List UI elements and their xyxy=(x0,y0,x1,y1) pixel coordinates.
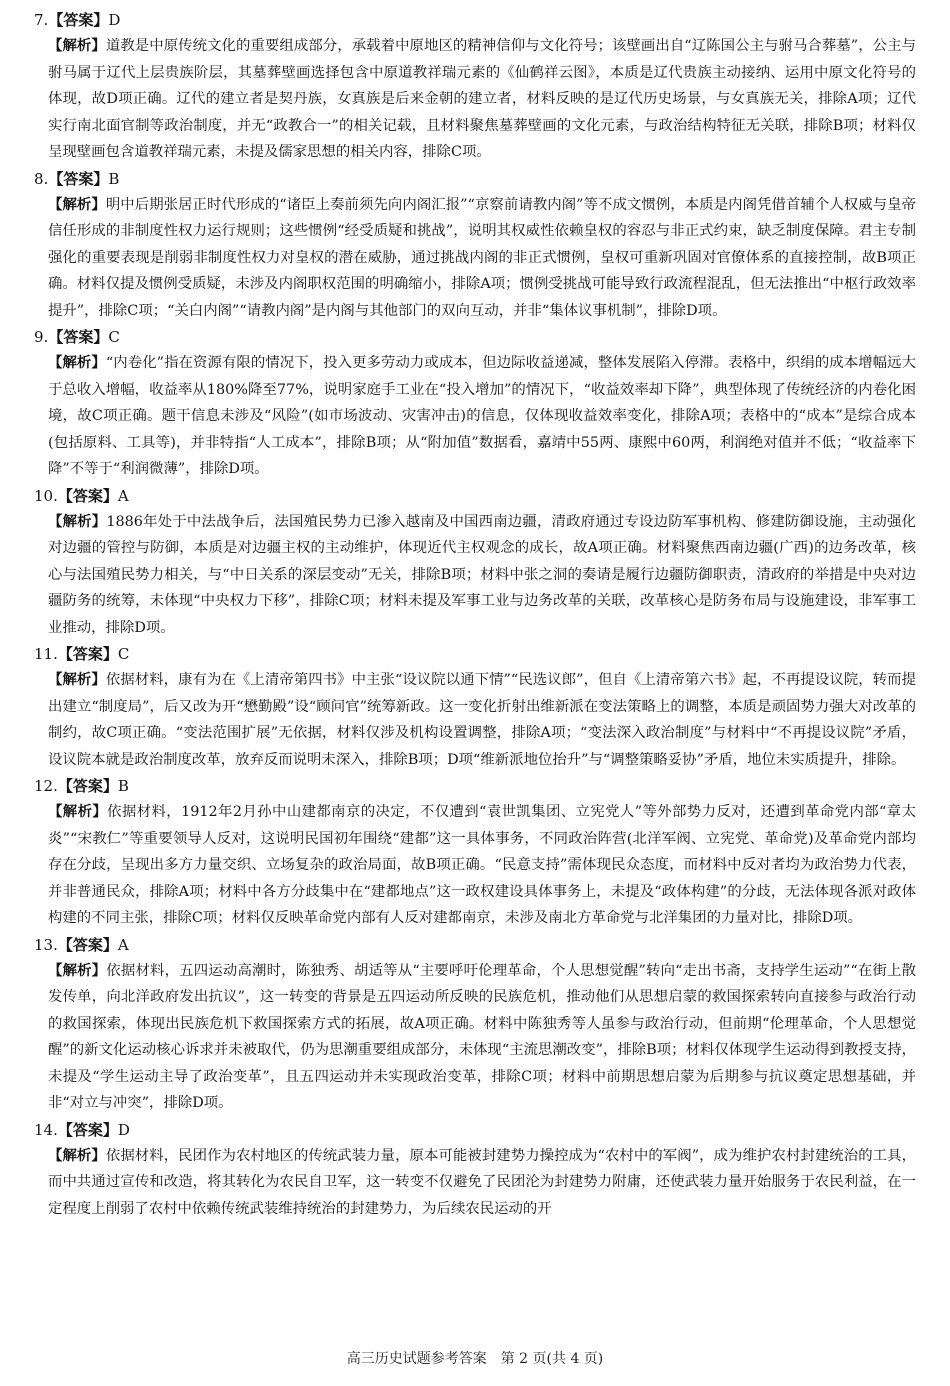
answer-key-content xyxy=(34,7,916,1222)
question-number: 8. xyxy=(34,169,49,188)
answer-line xyxy=(34,932,916,958)
analysis-tag: 【解析】 xyxy=(48,804,108,820)
answer-value: B xyxy=(108,169,120,188)
analysis-paragraph xyxy=(48,33,916,166)
question-10 xyxy=(34,483,916,642)
question-number: 7. xyxy=(34,11,49,29)
answer-value: D xyxy=(117,1120,130,1139)
analysis-paragraph xyxy=(48,350,916,483)
question-14 xyxy=(34,1117,916,1223)
question-number: 13. xyxy=(34,935,58,954)
analysis-tag: 【解析】 xyxy=(48,962,107,979)
question-number: 14. xyxy=(34,1120,58,1139)
analysis-text: 明中后期张居正时代形成的“诸臣上奏前须先向内阁汇报”“京察前请教内阁”等不成文惯例，本质是内阁凭借首辅个人权威与皇帝信任形成的非制度性权力运行规则；这些惯例“经受质疑和挑战”，说明其权威性依赖皇权的容忍与非正式约束，缺乏制度保障。君主专制强化的重要表现是削弱非制度性权力对皇权的潜在威胁，通过挑战内阁的非正式惯例，皇权可重新巩固对官僚体系的直接控制，故B项正确。材料仅提及惯例受质疑，未涉及内阁职权范围的明确缩小，排除A项；惯例受挑战可能导致行政流程混乱，但无法推出“中枢行政效率提升”，排除C项；“关白内阁”“请教内阁”是内阁与其他部门的双向互动，并非“集体议事机制”，排除D项。 xyxy=(48,196,916,319)
analysis-paragraph xyxy=(48,799,916,932)
question-9 xyxy=(34,324,916,483)
answer-line xyxy=(34,324,916,350)
analysis-text: 道教是中原传统文化的重要组成部分，承载着中原地区的精神信仰与文化符号；该壁画出自“辽陈国公主与驸马合葬墓”，公主与驸马属于辽代上层贵族阶层，其墓葬壁画选择包含中原道教祥瑞元素的《仙鹤祥云图》，本质是辽代贵族主动接纳、运用中原文化符号的体现，故D项正确。辽代的建立者是契丹族，女真族是后来金朝的建立者，材料反映的是辽代历史场景，与女真族无关，排除A项；辽代实行南北面官制等政治制度，并无“政教合一”的相关记载，且材料聚焦墓葬壁画的文化元素，与政治结构特征无关联，排除B项；材料仅呈现壁画包含道教祥瑞元素，未提及儒家思想的相关内容，排除C项。 xyxy=(48,38,916,160)
answer-tag: 【答案】 xyxy=(57,486,118,505)
question-number: 12. xyxy=(34,777,58,795)
answer-tag: 【答案】 xyxy=(57,935,118,954)
answer-value: B xyxy=(117,777,129,795)
question-13 xyxy=(34,932,916,1117)
question-11 xyxy=(34,641,916,773)
analysis-tag: 【解析】 xyxy=(48,672,106,688)
answer-line xyxy=(34,641,916,667)
analysis-text: 依据材料，康有为在《上清帝第四书》中主张“设议院以通下情”“民选议郎”，但自《上清帝第六书》起，不再提设议院，转而提出建立“制度局”，后又改为开“懋勤殿”设“顾问官”统筹新政。这一变化折射出维新派在变法策略上的调整，本质是顽固势力强大对改革的制约，故C项正确。“变法范围扩展”无依据，材料仅涉及机构设置调整，排除A项；“变法深入政治制度”与材料中“不再提设议院”矛盾，设议院本就是政治制度改革，放弃反而说明未深入，排除B项；D项“维新派地位抬升”与“调整策略妥协”矛盾，地位未实质提升，排除。 xyxy=(48,672,916,768)
answer-tag: 【答案】 xyxy=(57,645,118,663)
answer-tag: 【答案】 xyxy=(48,169,109,188)
analysis-paragraph xyxy=(48,958,916,1117)
answer-value: C xyxy=(117,645,130,663)
answer-line xyxy=(34,7,916,33)
answer-line xyxy=(34,773,916,799)
analysis-tag: 【解析】 xyxy=(48,38,106,54)
analysis-text: “内卷化”指在资源有限的情况下，投入更多劳动力或成本，但边际收益递减，整体发展陷入停滞。表格中，织绢的成本增幅远大于总收入增幅，收益率从180%降至77%，说明家庭手工业在“投入增加”的情况下，“收益效率却下降”，典型体现了传统经济的内卷化困境，故C项正确。题干信息未涉及“风险”(如市场波动、灾害冲击)的信息，仅体现收益效率变化，排除A项；表格中的“成本”是综合成本(包括原料、工具等)，并非特指“人工成本”，排除B项；从“附加值”数据看，嘉靖中55两、康熙中60两，利润绝对值并不低；“收益率下降”不等于“利润微薄”，排除D项。 xyxy=(48,355,916,477)
answer-tag: 【答案】 xyxy=(57,777,118,795)
answer-value: C xyxy=(108,328,120,346)
question-12 xyxy=(34,773,916,932)
analysis-tag: 【解析】 xyxy=(48,513,107,530)
answer-line xyxy=(34,483,916,509)
analysis-tag: 【解析】 xyxy=(48,355,106,371)
analysis-paragraph xyxy=(48,1143,916,1223)
answer-line xyxy=(34,1117,916,1143)
answer-line xyxy=(34,166,916,192)
analysis-text: 1886年处于中法战争后，法国殖民势力已渗入越南及中国西南边疆，清政府通过专设边防军事机构、修建防御设施，主动强化对边疆的管控与防御，本质是对边疆主权的主动维护，体现近代主权观念的成长，故A项正确。材料聚焦西南边疆(广西)的边务改革，核心与法国殖民势力相关，与“中日关系的深层变动”无关，排除B项；材料中张之洞的奏请是履行边疆防御职责，清政府的举措是中央对边疆防务的统筹，未体现“中央权力下移”，排除C项；材料未提及军事工业与边务改革的关联，改革核心是防务布局与设施建设，非军事工业推动，排除D项。 xyxy=(48,513,916,636)
analysis-text: 依据材料，1912年2月孙中山建都南京的决定，不仅遭到“袁世凯集团、立宪党人”等外部势力反对，还遭到革命党内部“章太炎”“宋教仁”等重要领导人反对，这说明民国初年围绕“建都”这一具体事务，不同政治阵营(北洋军阀、立宪党、革命党)及革命党内部均存在分歧，呈现出多方力量交织、立场复杂的政治局面，故B项正确。“民意支持”需体现民众态度，而材料中反对者均为政治势力代表，并非普通民众，排除A项；材料中各方分歧集中在“建都地点”这一政权建设具体事务上，未提及“政体构建”的分歧，无法体现各派对政体构建的不同主张，排除C项；材料仅反映革命党内部有人反对建都南京，未涉及南北方革命党与北洋集团的力量对比，排除D项。 xyxy=(48,804,916,926)
question-number: 10. xyxy=(34,486,58,505)
answer-tag: 【答案】 xyxy=(57,1120,118,1139)
answer-value: A xyxy=(117,486,129,505)
page-footer: 高三历史试题参考答案 第 2 页(共 4 页) xyxy=(346,1351,604,1367)
question-number: 11. xyxy=(34,645,58,663)
answer-tag: 【答案】 xyxy=(48,11,109,29)
analysis-paragraph xyxy=(48,667,916,773)
analysis-text: 依据材料，民团作为农村地区的传统武装力量，原本可能被封建势力操控成为“农村中的军阀”，成为维护农村封建统治的工具，而中共通过宣传和改造，将其转化为农民自卫军，这一转变不仅避免了民团沦为封建势力附庸，还使武装力量开始服务于农民利益，在一定程度上削弱了农村中依赖传统武装维持统治的封建势力，为后续农民运动的开 xyxy=(48,1147,916,1217)
analysis-paragraph xyxy=(48,192,916,325)
analysis-tag: 【解析】 xyxy=(48,196,106,213)
analysis-tag: 【解析】 xyxy=(48,1147,106,1164)
analysis-paragraph xyxy=(48,509,916,642)
question-8 xyxy=(34,166,916,325)
answer-value: D xyxy=(108,11,121,29)
analysis-text: 依据材料，五四运动高潮时，陈独秀、胡适等从“主要呼吁伦理革命，个人思想觉醒”转向“走出书斋，支持学生运动”“在街上散发传单，向北洋政府发出抗议”，这一转变的背景是五四运动所反映的民族危机，推动他们从思想启蒙的救国探索转向直接参与政治行动的救国探索，体现出民族危机下救国探索方式的拓展，故A项正确。材料中陈独秀等人虽参与政治行动，但前期“伦理革命，个人思想觉醒”的新文化运动核心诉求并未被取代，仍为思潮重要组成部分，未体现“主流思潮改变”，排除B项；材料仅体现学生运动得到教授支持，未提及“学生运动主导了政治变革”，且五四运动并未实现政治变革，排除C项；材料中前期思想启蒙为后期参与抗议奠定思想基础，并非“对立与冲突”，排除D项。 xyxy=(48,962,916,1111)
answer-value: A xyxy=(117,935,129,954)
question-number: 9. xyxy=(34,328,49,346)
question-7 xyxy=(34,7,916,166)
answer-tag: 【答案】 xyxy=(48,328,109,346)
